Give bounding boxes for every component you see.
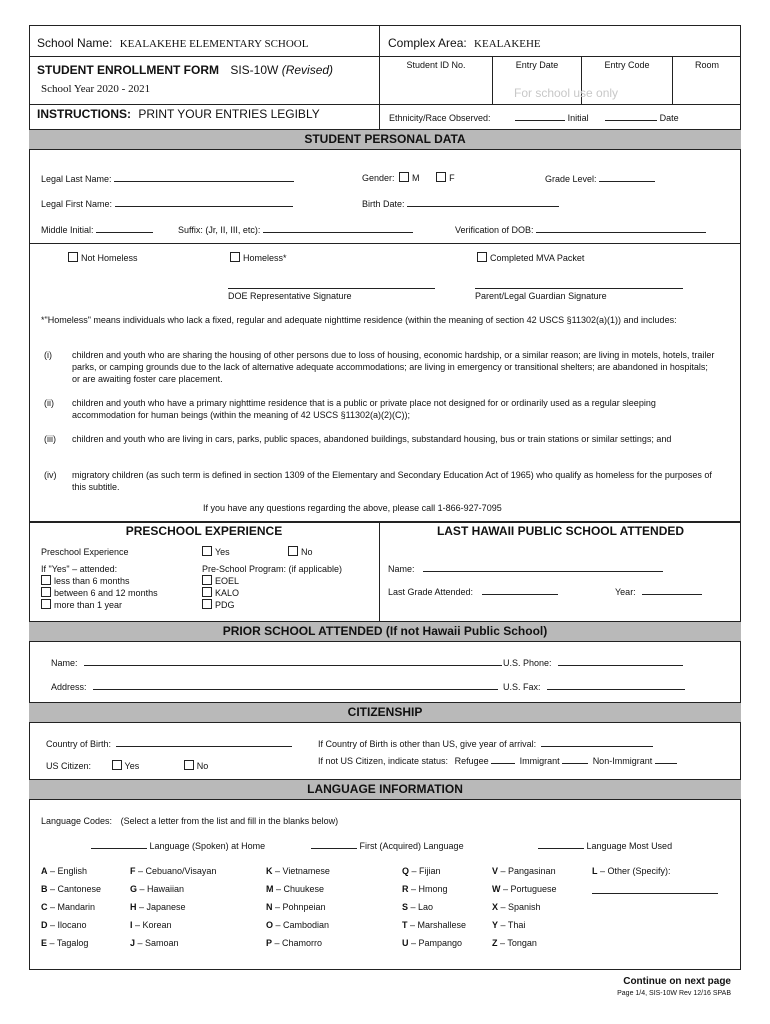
- school-name-value[interactable]: KEALAKEHE ELEMENTARY SCHOOL: [119, 38, 309, 50]
- prior-phone-label: U.S. Phone:: [503, 658, 552, 668]
- duration-option-2: [41, 587, 158, 598]
- homeless-option: [230, 252, 287, 263]
- arrival-field[interactable]: [541, 737, 653, 747]
- verification-row: [455, 223, 706, 235]
- language-codes-label: Language Codes:: [41, 816, 113, 826]
- citizen-yes-label: Yes: [124, 761, 140, 771]
- first-language-label: First (Acquired) Language: [359, 841, 464, 851]
- birth-date-label: Birth Date:: [362, 199, 405, 209]
- lang-code-item: K – Vietnamese: [266, 866, 330, 876]
- gender-label: Gender:: [362, 173, 395, 183]
- preschool-header: PRESCHOOL EXPERIENCE: [125, 524, 283, 538]
- non-immigrant-field[interactable]: [655, 754, 677, 764]
- prior-name-label: Name:: [51, 658, 78, 668]
- lang-code-item: X – Spanish: [492, 902, 541, 912]
- homeless-item-1: [44, 349, 714, 385]
- complex-area-row: [388, 36, 541, 50]
- last-year-label: Year:: [615, 587, 636, 597]
- last-grade-label: Last Grade Attended:: [388, 587, 474, 597]
- program-option-1: [202, 575, 239, 586]
- program-checkbox[interactable]: [202, 587, 212, 597]
- preschool-experience-label: Preschool Experience: [41, 547, 129, 557]
- lang-code-item: A – English: [41, 866, 88, 876]
- lang-code-item: G – Hawaiian: [130, 884, 185, 894]
- gender-f-label: F: [449, 173, 455, 183]
- form-frame: [29, 25, 741, 970]
- lang-code-item: R – Hmong: [402, 884, 448, 894]
- form-title: STUDENT ENROLLMENT FORM: [37, 63, 219, 77]
- lang-code-item: J – Samoan: [130, 938, 179, 948]
- instructions: [37, 107, 320, 121]
- homeless-definition: *"Homeless" means individuals who lack a fixed, regular and adequate nighttime residence (within the meaning of section 42 USCS §11302(a)(1)) and includes:: [41, 315, 677, 325]
- duration-label: between 6 and 12 months: [54, 588, 158, 598]
- lang-code-item: P – Chamorro: [266, 938, 323, 948]
- item-text: migratory children (as such term is defined in section 1309 of the Elementary and Secondary Education Act of 1965) who qualify as homeless for the purposes of this subtitle.: [72, 470, 712, 492]
- ethnicity-initial-field[interactable]: [515, 111, 565, 121]
- ethnicity-label: Ethnicity/Race Observed:: [389, 113, 491, 123]
- ethnicity-date-field[interactable]: [605, 111, 657, 121]
- grade-row: [545, 172, 655, 184]
- last-grade-row: [388, 585, 558, 597]
- preschool-program-label: Pre-School Program: (if applicable): [202, 564, 343, 574]
- us-citizen-label: US Citizen:: [46, 761, 92, 771]
- ethnicity-row: [389, 111, 679, 123]
- verification-label: Verification of DOB:: [455, 225, 534, 235]
- lang-code-item: F – Cebuano/Visayan: [130, 866, 217, 876]
- suffix-label: Suffix: (Jr, II, III, etc):: [178, 225, 261, 235]
- most-used-label: Language Most Used: [586, 841, 673, 851]
- birth-date-field[interactable]: [407, 197, 559, 207]
- preschool-no-option: [288, 546, 313, 557]
- first-language-field[interactable]: [311, 839, 357, 849]
- immigrant-label: Immigrant: [519, 756, 560, 766]
- item-number: (i): [44, 350, 52, 360]
- citizen-no-label: No: [196, 761, 209, 771]
- prior-phone-row: [503, 656, 683, 668]
- instructions-text: PRINT YOUR ENTRIES LEGIBLY: [138, 107, 320, 121]
- most-used-row: [538, 839, 672, 851]
- lang-code-item: Z – Tongan: [492, 938, 537, 948]
- last-year-field[interactable]: [642, 585, 702, 595]
- questions-note: If you have any questions regarding the above, please call 1-866-927-7095: [203, 503, 502, 513]
- col-student-id: Student ID No.: [406, 60, 466, 70]
- doe-signature-label: DOE Representative Signature: [228, 291, 352, 301]
- form-title-row: [37, 63, 333, 77]
- lang-code-item: H – Japanese: [130, 902, 186, 912]
- legal-last-row: [41, 172, 294, 184]
- program-checkbox[interactable]: [202, 575, 212, 585]
- form-code: SIS-10W: [230, 63, 279, 77]
- citizen-yes-checkbox[interactable]: [112, 760, 122, 770]
- complex-area-value[interactable]: KEALAKEHE: [474, 38, 541, 50]
- legal-last-label: Legal Last Name:: [41, 174, 112, 184]
- program-option-3: [202, 599, 235, 610]
- school-name-row: [37, 36, 308, 50]
- preschool-no-checkbox[interactable]: [288, 546, 298, 556]
- school-year: School Year 2020 - 2021: [41, 83, 151, 95]
- spoken-language-row: [41, 839, 265, 851]
- prior-fax-field[interactable]: [547, 680, 685, 690]
- page-number: Page 1/4, SIS-10W Rev 12/16 SPAB: [617, 990, 731, 997]
- duration-checkbox[interactable]: [41, 587, 51, 597]
- lang-code-item: Q – Fijian: [402, 866, 441, 876]
- status-label: If not US Citizen, indicate status:: [318, 756, 449, 766]
- if-yes-label: If "Yes" – attended:: [41, 564, 118, 574]
- lang-code-item: U – Pampango: [402, 938, 463, 948]
- us-citizen-row: [46, 760, 208, 771]
- legal-first-label: Legal First Name:: [41, 199, 113, 209]
- duration-option-1: [41, 575, 130, 586]
- personal-data-header: STUDENT PERSONAL DATA: [29, 129, 741, 150]
- verification-field[interactable]: [536, 223, 706, 233]
- col-entry-code: Entry Code: [604, 60, 650, 70]
- lang-code-item: Y – Thai: [492, 920, 526, 930]
- prior-school-header: PRIOR SCHOOL ATTENDED (If not Hawaii Public School): [29, 621, 741, 642]
- gender-row: [362, 172, 455, 183]
- preschool-yes-checkbox[interactable]: [202, 546, 212, 556]
- last-grade-field[interactable]: [482, 585, 558, 595]
- citizen-no-checkbox[interactable]: [184, 760, 194, 770]
- program-label: EOEL: [215, 576, 240, 586]
- doe-signature-line[interactable]: [228, 288, 435, 289]
- initial-label: Initial: [567, 113, 589, 123]
- citizenship-header: CITIZENSHIP: [29, 702, 741, 723]
- duration-label: less than 6 months: [54, 576, 130, 586]
- spoken-language-label: Language (Spoken) at Home: [149, 841, 266, 851]
- gender-m-label: M: [412, 173, 420, 183]
- status-row: [318, 754, 677, 766]
- col-entry-date: Entry Date: [515, 60, 559, 70]
- lang-code-item: B – Cantonese: [41, 884, 102, 894]
- most-used-field[interactable]: [538, 839, 584, 849]
- item-text: children and youth who are sharing the housing of other persons due to loss of housing, economic hardship, or a similar reason; are living in motels, hotels, trailer parks, or camping grounds due to the lack of alternative adequate accommodations; are living in emergency or transitional shelters; are abandoned in hospitals; or are awaiting foster care placement.: [72, 350, 715, 384]
- lang-code-item: D – Ilocano: [41, 920, 87, 930]
- immigrant-field[interactable]: [562, 754, 588, 764]
- prior-fax-label: U.S. Fax:: [503, 682, 541, 692]
- lang-code-item: E – Tagalog: [41, 938, 89, 948]
- legal-first-field[interactable]: [115, 197, 293, 207]
- non-immigrant-label: Non-Immigrant: [592, 756, 653, 766]
- arrival-label: If Country of Birth is other than US, give year of arrival:: [318, 739, 537, 749]
- gender-m-checkbox[interactable]: [399, 172, 409, 182]
- continue-note: Continue on next page: [623, 976, 731, 987]
- program-label: KALO: [215, 588, 240, 598]
- homeless-checkbox[interactable]: [230, 252, 240, 262]
- prior-address-row: [51, 680, 498, 692]
- last-hawaii-name-field[interactable]: [423, 562, 663, 572]
- program-label: PDG: [215, 600, 235, 610]
- grade-label: Grade Level:: [545, 174, 597, 184]
- mva-option: [477, 252, 584, 263]
- date-label: Date: [659, 113, 679, 123]
- duration-checkbox[interactable]: [41, 599, 51, 609]
- prior-fax-row: [503, 680, 685, 692]
- program-option-2: [202, 587, 239, 598]
- lang-code-item: S – Lao: [402, 902, 434, 912]
- item-number: (iii): [44, 434, 56, 444]
- preschool-no-label: No: [301, 547, 313, 557]
- refugee-field[interactable]: [491, 754, 515, 764]
- prior-name-field[interactable]: [84, 656, 502, 666]
- middle-initial-row: [41, 223, 153, 235]
- item-text: children and youth who have a primary nighttime residence that is a public or private place not designed for or ordinarily used as a regular sleeping accommodation for human beings (within the meaning of 42 USCS §11302(a)(2)(C));: [72, 398, 656, 420]
- language-header: LANGUAGE INFORMATION: [29, 779, 741, 800]
- last-hawaii-name-row: [388, 562, 663, 574]
- form-revised: (Revised): [281, 63, 334, 77]
- parent-signature-line[interactable]: [475, 288, 683, 289]
- col-room: Room: [694, 60, 719, 70]
- complex-area-label: Complex Area:: [388, 36, 467, 50]
- duration-label: more than 1 year: [54, 600, 123, 610]
- refugee-label: Refugee: [454, 756, 489, 766]
- lang-code-item: W – Portuguese: [492, 884, 557, 894]
- homeless-item-2: [44, 397, 714, 421]
- lang-code-item: V – Pangasinan: [492, 866, 556, 876]
- duration-checkbox[interactable]: [41, 575, 51, 585]
- school-name-label: School Name:: [37, 36, 113, 50]
- program-checkbox[interactable]: [202, 599, 212, 609]
- arrival-row: [318, 737, 653, 749]
- prior-name-row: [51, 656, 502, 668]
- prior-phone-field[interactable]: [558, 656, 683, 666]
- middle-initial-label: Middle Initial:: [41, 225, 94, 235]
- middle-initial-field[interactable]: [96, 223, 153, 233]
- suffix-field[interactable]: [263, 223, 413, 233]
- legal-last-field[interactable]: [114, 172, 294, 182]
- homeless-item-3: [44, 433, 714, 457]
- first-language-row: [311, 839, 464, 851]
- school-use-watermark: For school use only: [514, 86, 619, 100]
- country-field[interactable]: [116, 737, 292, 747]
- item-number: (ii): [44, 398, 54, 408]
- item-text: children and youth who are living in cars, parks, public spaces, abandoned buildings, substandard housing, bus or train stations or similar settings; and: [72, 434, 672, 444]
- last-hawaii-header: LAST HAWAII PUBLIC SCHOOL ATTENDED: [436, 524, 685, 538]
- parent-signature-label: Parent/Legal Guardian Signature: [475, 291, 607, 301]
- suffix-row: [178, 223, 413, 235]
- instructions-label: INSTRUCTIONS:: [37, 107, 131, 121]
- lang-code-item: M – Chuukese: [266, 884, 325, 894]
- lang-code-other: L – Other (Specify):: [592, 866, 671, 876]
- preschool-yes-label: Yes: [215, 547, 230, 557]
- homeless-item-4: [44, 469, 714, 493]
- language-codes-row: [41, 816, 338, 826]
- lang-code-item: I – Korean: [130, 920, 172, 930]
- other-language-field[interactable]: [592, 893, 718, 894]
- lang-code-item: T – Marshallese: [402, 920, 467, 930]
- lang-code-item: O – Cambodian: [266, 920, 330, 930]
- last-year-row: [615, 585, 702, 597]
- duration-option-3: [41, 599, 122, 610]
- prior-address-field[interactable]: [93, 680, 498, 690]
- country-row: [46, 737, 292, 749]
- mva-checkbox[interactable]: [477, 252, 487, 262]
- prior-address-label: Address:: [51, 682, 87, 692]
- preschool-yes-option: [202, 546, 230, 557]
- gender-f-checkbox[interactable]: [436, 172, 446, 182]
- not-homeless-checkbox[interactable]: [68, 252, 78, 262]
- birth-date-row: [362, 197, 559, 209]
- grade-field[interactable]: [599, 172, 655, 182]
- legal-first-row: [41, 197, 293, 209]
- last-hawaii-name-label: Name:: [388, 564, 415, 574]
- lang-code-item: C – Mandarin: [41, 902, 96, 912]
- spoken-language-field[interactable]: [91, 839, 147, 849]
- item-number: (iv): [44, 470, 57, 480]
- lang-code-item: N – Pohnpeian: [266, 902, 326, 912]
- language-codes-instructions: (Select a letter from the list and fill in the blanks below): [120, 816, 339, 826]
- not-homeless-label: Not Homeless: [81, 253, 138, 263]
- mva-label: Completed MVA Packet: [490, 253, 585, 263]
- homeless-label: Homeless*: [243, 253, 287, 263]
- country-label: Country of Birth:: [46, 739, 112, 749]
- not-homeless-option: [68, 252, 138, 263]
